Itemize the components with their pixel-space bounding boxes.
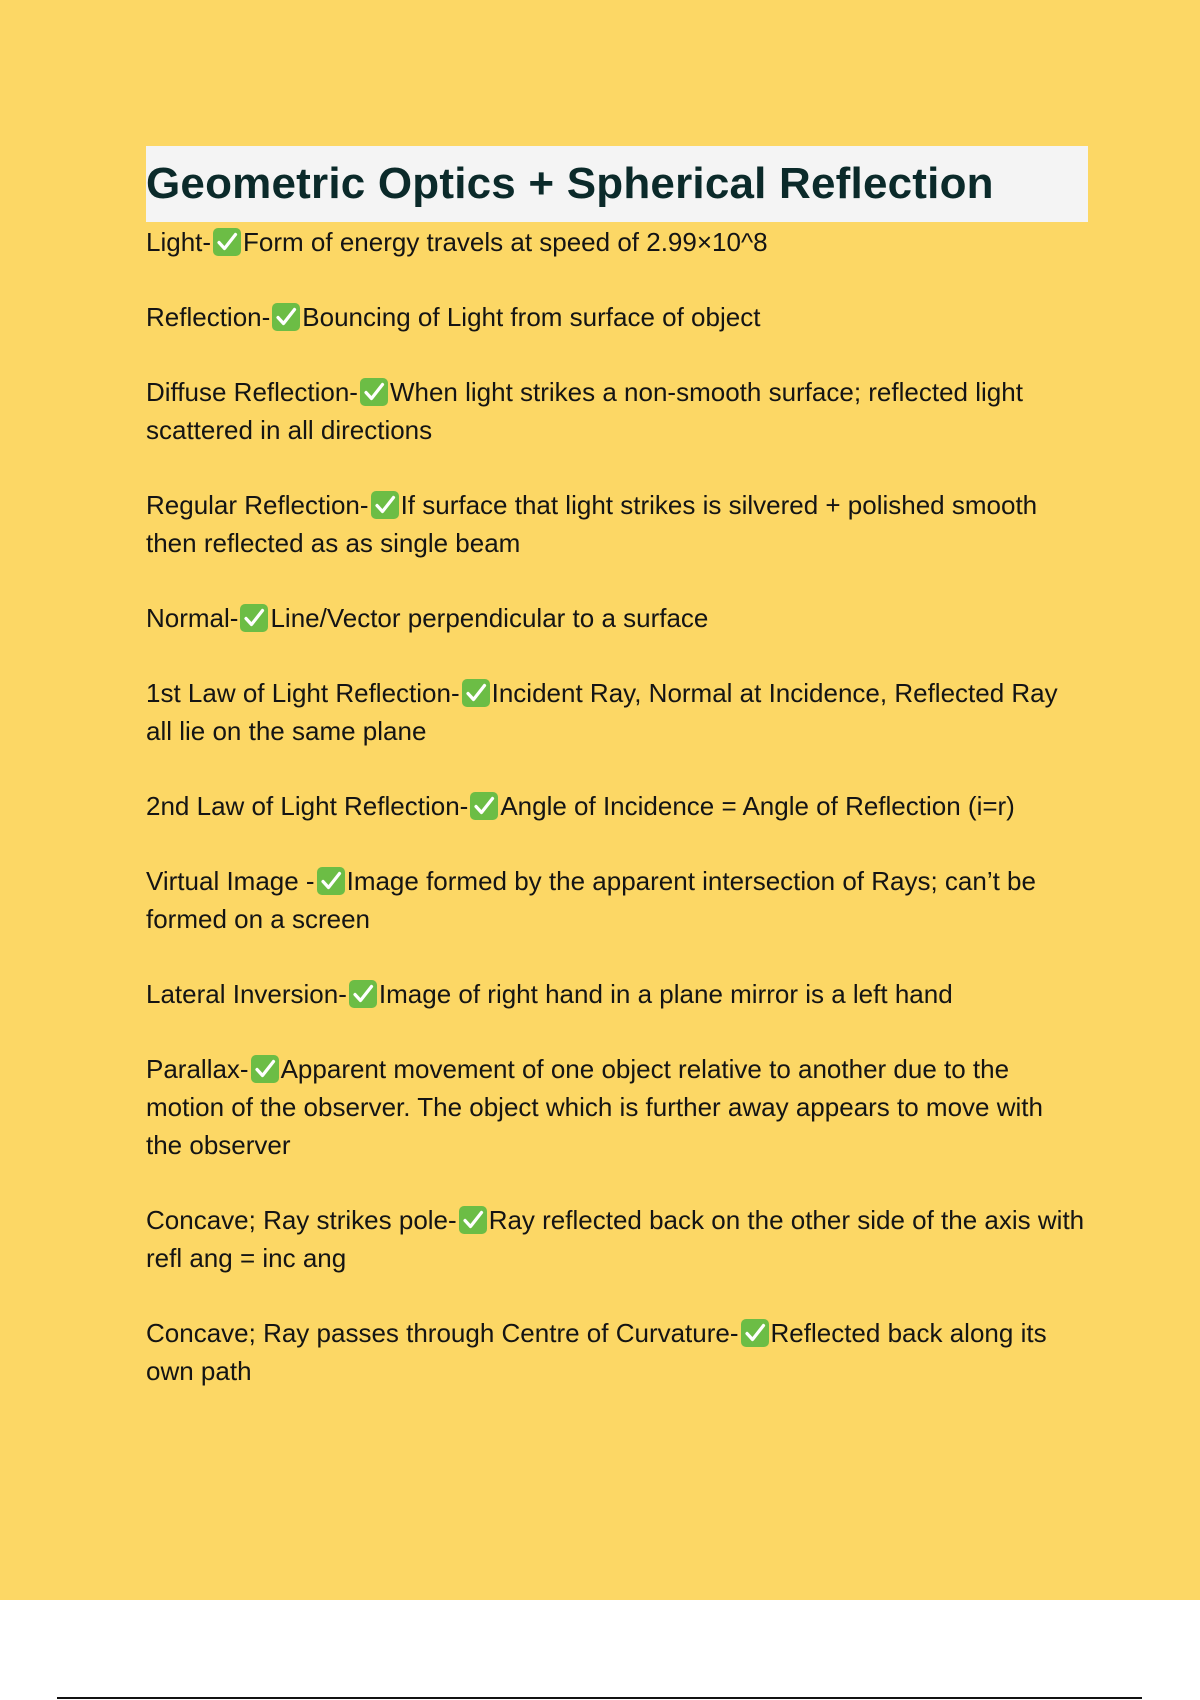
definition-entry (146, 975, 1086, 1013)
entry-definition: When light strikes a non-smooth surface; reflected light scattered in all directions (146, 377, 1023, 445)
entry-term: Virtual Image - (146, 866, 315, 896)
document-content (146, 146, 1086, 1427)
definition-entry (146, 223, 1086, 261)
entry-definition: Reflected back along its own path (146, 1318, 1047, 1386)
entry-definition: Line/Vector perpendicular to a surface (270, 603, 709, 633)
page-title: Geometric Optics + Spherical Reflection (146, 159, 994, 208)
check-mark-icon (461, 678, 491, 708)
check-mark-icon (250, 1054, 280, 1084)
check-mark-icon (348, 979, 378, 1009)
check-mark-icon (316, 866, 346, 896)
entry-term: Lateral Inversion- (146, 979, 347, 1009)
definition-entry (146, 674, 1086, 750)
entry-term: Concave; Ray passes through Centre of Curvature- (146, 1318, 739, 1348)
definition-list (146, 223, 1086, 1390)
definition-entry (146, 1201, 1086, 1277)
entry-definition: Image formed by the apparent intersection of Rays; can’t be formed on a screen (146, 866, 1036, 934)
check-mark-icon (359, 377, 389, 407)
entry-definition: Angle of Incidence = Angle of Reflection (i=r) (500, 791, 1015, 821)
entry-term: 1st Law of Light Reflection- (146, 678, 460, 708)
definition-entry (146, 1314, 1086, 1390)
entry-term: Reflection- (146, 302, 271, 332)
entry-definition: Apparent movement of one object relative to another due to the motion of the observer. The object which is further away appears to move with the observer (146, 1054, 1043, 1160)
footer-divider (57, 1697, 1142, 1699)
definition-entry (146, 298, 1086, 336)
title-banner (146, 146, 1088, 222)
definition-entry (146, 1050, 1086, 1164)
entry-term: Light- (146, 227, 212, 257)
entry-term: Regular Reflection- (146, 490, 369, 520)
definition-entry (146, 599, 1086, 637)
entry-term: Normal- (146, 603, 239, 633)
check-mark-icon (458, 1205, 488, 1235)
definition-entry (146, 862, 1086, 938)
definition-entry (146, 787, 1086, 825)
entry-definition: Ray reflected back on the other side of the axis with refl ang = inc ang (146, 1205, 1085, 1273)
check-mark-icon (740, 1318, 770, 1348)
entry-term: Parallax- (146, 1054, 249, 1084)
definition-entry (146, 373, 1086, 449)
entry-definition: Incident Ray, Normal at Incidence, Reflected Ray all lie on the same plane (146, 678, 1058, 746)
check-mark-icon (469, 791, 499, 821)
entry-definition: Form of energy travels at speed of 2.99×10^8 (243, 227, 768, 257)
check-mark-icon (271, 302, 301, 332)
check-mark-icon (239, 603, 269, 633)
entry-definition: If surface that light strikes is silvered + polished smooth then reflected as as single beam (146, 490, 1038, 558)
entry-term: 2nd Law of Light Reflection- (146, 791, 469, 821)
check-mark-icon (212, 227, 242, 257)
check-mark-icon (370, 490, 400, 520)
entry-definition: Bouncing of Light from surface of object (302, 302, 761, 332)
entry-term: Diffuse Reflection- (146, 377, 358, 407)
definition-entry (146, 486, 1086, 562)
entry-definition: Image of right hand in a plane mirror is a left hand (378, 979, 953, 1009)
entry-term: Concave; Ray strikes pole- (146, 1205, 457, 1235)
